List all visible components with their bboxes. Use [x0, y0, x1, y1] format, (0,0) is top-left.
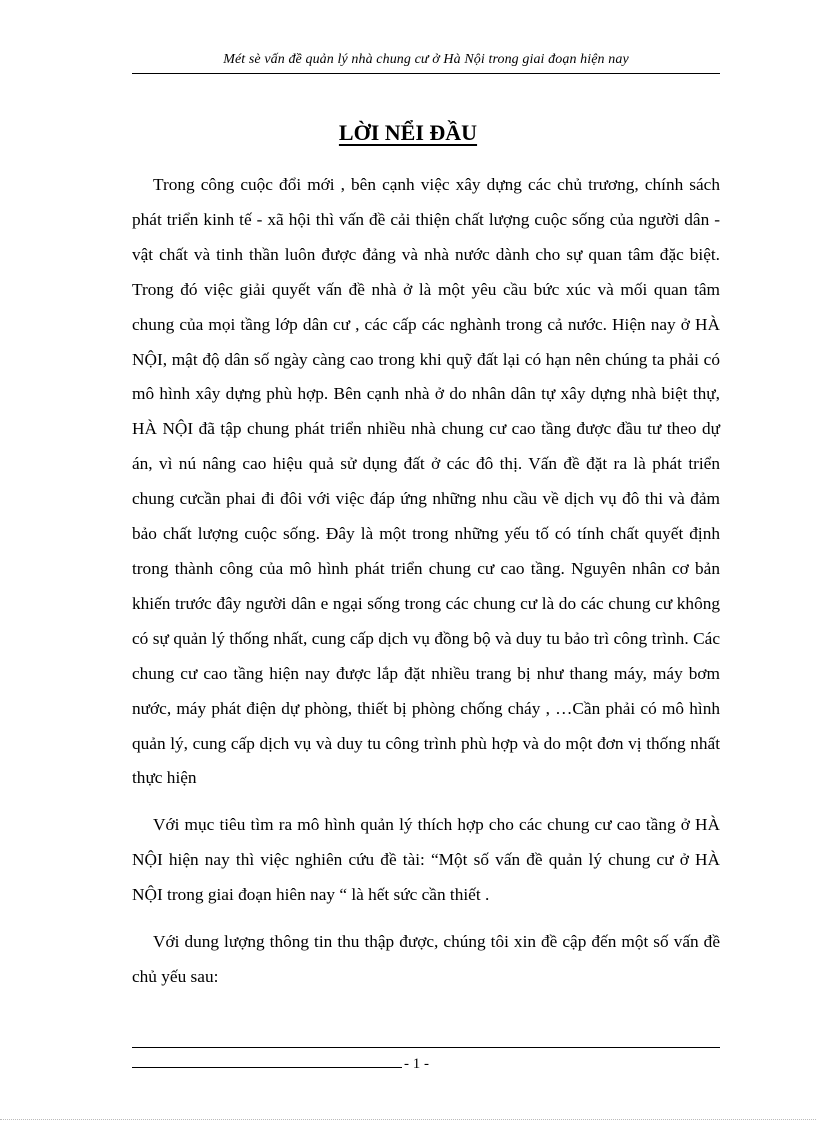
header-divider: [132, 73, 720, 74]
page-title-text: LỜI NỂI ĐẦU: [338, 120, 478, 145]
page-bottom-border: [0, 1119, 816, 1120]
page-number: - 1 -: [404, 1056, 429, 1072]
paragraph-objective: Với mục tiêu tìm ra mô hình quản lý thích hợp cho các chung cư cao tầng ở HÀ NỘI hiện nay thì việc nghiên cứu đề tài: “Một số vấn đề quản lý chung cư ở HÀ NỘI trong giai đoạn hiên nay “ là hết sức cần thiết .: [132, 815, 720, 905]
page-footer: [132, 1054, 720, 1073]
page-title: [0, 120, 816, 146]
paragraph-intro: Trong công cuộc đổi mới , bên cạnh việc xây dựng các chủ trương, chính sách phát triển kinh tế - xã hội thì vấn đề cải thiện chất lượng cuộc sống của người dân - vật chất và tinh thần luôn được đảng và nhà nước dành cho sự quan tâm đặc biệt. Trong đó việc giải quyết vấn đề nhà ở là một yêu cầu bức xúc và mối quan tâm chung của mọi tầng lớp dân cư , các cấp các nghành trong cả nước. Hiện nay ở HÀ NỘI, mật độ dân số ngày càng cao trong khi quỹ đất lại có hạn nên chúng ta phải có mô hình xây dựng phù hợp. Bên cạnh nhà ở do nhân dân tự xây dựng nhà biệt thự, HÀ NỘI đã tập chung phát triển nhiều nhà chung cư cao tầng được đầu tư theo dự án, vì nú nâng cao hiệu quả sử dụng đất ở các đô thị. Vấn đề đặt ra là phát triển chung cưcần phai đi đôi với việc đáp ứng những nhu cầu về dịch vụ đô thi và đảm bảo chất lượng cuộc sống. Đây là một trong những yếu tố có tính chất quyết định trong thành công của mô hình phát triển chung cư cao tầng. Nguyên nhân cơ bản khiến trước đây người dân e ngại sống trong các chung cư là do các chung cư không có sự quản lý thống nhất, cung cấp dịch vụ đồng bộ và duy tu bảo trì công trình. Các chung cư cao tầng hiện nay được lắp đặt nhiều trang bị như thang máy, máy bơm nước, máy phát điện dự phòng, thiết bị phòng chống cháy , …Cần phải có mô hình quản lý, cung cấp dịch vụ và duy tu công trình phù hợp và do một đơn vị thống nhất thực hiện: [132, 175, 720, 788]
document-body: [132, 168, 720, 995]
paragraph-scope: Với dung lượng thông tin thu thập được, chúng tôi xin đề cập đến một số vấn đề chủ yếu sau:: [132, 932, 720, 986]
footer-underline: [132, 1054, 402, 1068]
running-header: Mét sè vấn đề quản lý nhà chung cư ở Hà Nội trong giai đoạn hiện nay: [223, 52, 629, 67]
footer-divider: [132, 1047, 720, 1048]
